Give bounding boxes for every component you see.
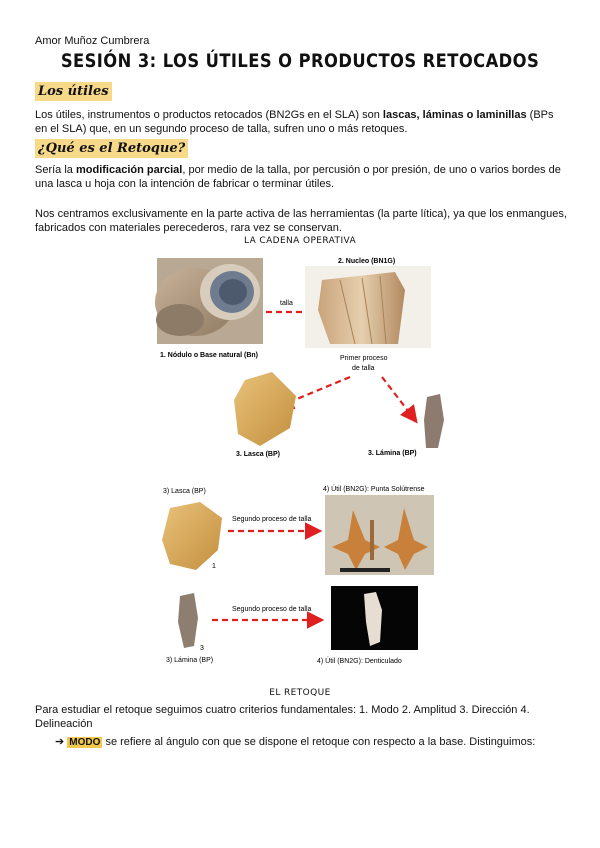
lasca2-caption: 3) Lasca (BP) <box>163 488 206 495</box>
el-retoque-text: Para estudiar el retoque seguimos cuatro criterios fundamentales: 1. Modo 2. Amplitud 3. Dirección 4. Delineación <box>35 704 530 730</box>
lamina-caption: 3. Lámina (BP) <box>368 450 417 457</box>
lamina2-number: 3 <box>200 645 204 652</box>
text-segment: Sería la <box>35 164 76 176</box>
section-los-utiles-text <box>35 108 567 136</box>
cadena-operativa-figure <box>0 250 600 680</box>
section-retoque-text-2: Nos centramos exclusivamente en la parte activa de las herramientas (la parte lítica), ya que los enmangues, fabricados con materiales perecederos, rara vez se conservan. <box>35 208 567 234</box>
util2-caption: 4) Útil (BN2G): Denticulado <box>317 658 402 665</box>
lasca2-photo <box>162 502 222 570</box>
section-los-utiles-heading: Los útiles <box>35 82 112 101</box>
primer-proceso-label: Primer proceso <box>340 355 388 362</box>
el-retoque-heading: EL RETOQUE <box>269 688 331 698</box>
section-retoque-heading-wrap <box>35 139 188 158</box>
bold-text: modificación parcial <box>75 164 183 176</box>
section-retoque-text <box>35 163 567 191</box>
lasca-caption: 3. Lasca (BP) <box>236 451 280 458</box>
lamina-photo <box>424 394 444 448</box>
page-title: SESIÓN 3: LOS ÚTILES O PRODUCTOS RETOCADOS <box>60 50 540 72</box>
lamina2-caption: 3) Lámina (BP) <box>166 657 214 664</box>
text-segment: Los útiles, instrumentos o productos retocados (BN2Gs en el SLA) son <box>35 109 383 121</box>
util1-caption: 4) Útil (BN2G): Punta Solútrense <box>323 486 425 493</box>
text-segment: , por medio de la talla, por percusión o por presión, de uno o varios bordes de una lasca u hoja con la intención de fabricar o terminar útiles. <box>35 164 561 190</box>
nodulo-caption: 1. Nódulo o Base natural (Bn) <box>160 352 259 359</box>
arrow-bullet-icon: ➔ <box>55 736 65 748</box>
nucleo-caption: 2. Nucleo (BN1G) <box>338 258 396 265</box>
de-talla-label: de talla <box>352 365 375 372</box>
util-denticulado-photo <box>331 586 418 650</box>
arrow-to-lamina <box>382 377 415 420</box>
modo-highlight: MODO <box>69 737 101 748</box>
talla-label: talla <box>280 300 293 307</box>
author-name: Amor Muñoz Cumbrera <box>35 35 150 47</box>
nucleo-photo <box>305 266 431 348</box>
modo-bullet-text: se refiere al ángulo con que se dispone el retoque con respecto a la base. Distinguimos: <box>102 736 536 748</box>
section-los-utiles-heading-wrap <box>35 82 112 101</box>
modo-bullet <box>55 735 535 750</box>
figure-heading: LA CADENA OPERATIVA <box>243 236 357 246</box>
lamina2-photo <box>178 593 198 648</box>
nodulo-photo <box>155 258 263 344</box>
bold-text: lascas, láminas o laminillas <box>382 109 527 121</box>
text-segment: (BPs en el SLA) que, en un segundo proceso de talla, sufren uno o más retoques. <box>35 109 554 135</box>
segundo-proceso-label-1: Segundo proceso de talla <box>232 516 312 523</box>
lasca-photo <box>234 372 296 446</box>
util-solutrense-photo <box>325 495 434 575</box>
segundo-proceso-label-2: Segundo proceso de talla <box>232 606 312 613</box>
lasca2-number: 1 <box>212 563 216 570</box>
section-retoque-heading: ¿Qué es el Retoque? <box>35 139 188 158</box>
